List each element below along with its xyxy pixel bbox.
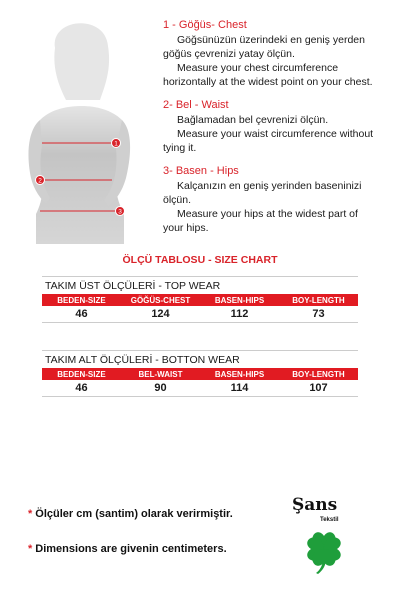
instruction-line: Göğsünüzün üzerindeki en geniş yerden: [177, 34, 365, 46]
table-row: [42, 380, 358, 397]
header-cell-hips: BASEN-HIPS: [214, 295, 265, 305]
brand-logo: [290, 495, 360, 580]
header-cell-chest: GÖĞÜS-CHEST: [130, 295, 191, 305]
chest-instruction-title: 1 - Göğüs- Chest: [163, 19, 247, 31]
table-header-row: [42, 294, 358, 306]
chest-instruction: [163, 18, 395, 89]
body-silhouette-icon: [0, 8, 160, 248]
instruction-line: your hips.: [163, 222, 209, 234]
asterisk-icon: *: [28, 508, 33, 520]
instruction-line: ölçün.: [163, 194, 192, 206]
table-header-row: [42, 368, 358, 380]
chest-marker: [112, 139, 121, 148]
header-cell-hips: BASEN-HIPS: [214, 369, 265, 379]
header-cell-length: BOY-LENGTH: [292, 295, 345, 305]
body-silhouette-figure: [0, 8, 160, 248]
top-wear-table: [42, 276, 358, 323]
instruction-line: Bağlamadan bel çevrenizi ölçün.: [177, 114, 329, 126]
value-cell-length: 73: [312, 308, 325, 320]
clover-icon: [300, 527, 348, 575]
hips-marker: [116, 207, 125, 216]
value-cell-length: 107: [309, 382, 328, 394]
svg-text:1: 1: [114, 140, 118, 148]
value-cell-chest: 124: [151, 308, 170, 320]
waist-instruction: [163, 98, 395, 155]
bottom-wear-table: [42, 350, 358, 397]
svg-text:3: 3: [118, 208, 122, 216]
instruction-line: Kalçanızın en geniş yerinden baseninizi: [177, 180, 362, 192]
value-cell-hips: 112: [230, 308, 249, 320]
units-note-turkish: [28, 508, 233, 520]
header-cell-size: BEDEN-SIZE: [57, 295, 106, 305]
size-chart-title: ÖLÇÜ TABLOSU - SIZE CHART: [122, 254, 278, 266]
svg-text:2: 2: [38, 177, 42, 185]
header-cell-length: BOY-LENGTH: [292, 369, 345, 379]
instruction-line: Measure your hips at the widest part of: [177, 208, 358, 220]
units-note-turkish-text: Ölçüler cm (santim) olarak verirmiştir.: [35, 508, 233, 520]
instruction-line: Measure your waist circumference without: [177, 128, 374, 140]
asterisk-icon: *: [28, 543, 33, 555]
table-row: [42, 306, 358, 323]
instruction-line: horizontally at the widest point on your chest.: [163, 76, 373, 88]
measurement-instructions: [163, 18, 395, 244]
value-cell-waist: 90: [154, 382, 167, 394]
hips-instruction-title: 3- Basen - Hips: [163, 165, 239, 177]
value-cell-size: 46: [75, 382, 88, 394]
units-note-english-text: Dimensions are givenin centimeters.: [35, 543, 227, 555]
top-wear-caption: TAKIM ÜST ÖLÇÜLERİ - TOP WEAR: [42, 276, 358, 294]
units-note-english: [28, 543, 227, 555]
value-cell-size: 46: [75, 308, 88, 320]
brand-subtitle: Tekstil: [320, 517, 339, 523]
header-cell-waist: BEL-WAIST: [138, 369, 183, 379]
waist-instruction-title: 2- Bel - Waist: [163, 99, 229, 111]
instruction-line: Measure your chest circumference: [177, 62, 339, 74]
instruction-line: göğüs çevrenizi yatay ölçün.: [163, 48, 295, 60]
value-cell-hips: 114: [230, 382, 249, 394]
brand-name: Şans: [292, 495, 338, 515]
waist-marker: [36, 176, 45, 185]
header-cell-size: BEDEN-SIZE: [57, 369, 106, 379]
instruction-line: tying it.: [163, 142, 197, 154]
bottom-wear-caption: TAKIM ALT ÖLÇÜLERİ - BOTTON WEAR: [42, 350, 358, 368]
hips-instruction: [163, 164, 395, 235]
